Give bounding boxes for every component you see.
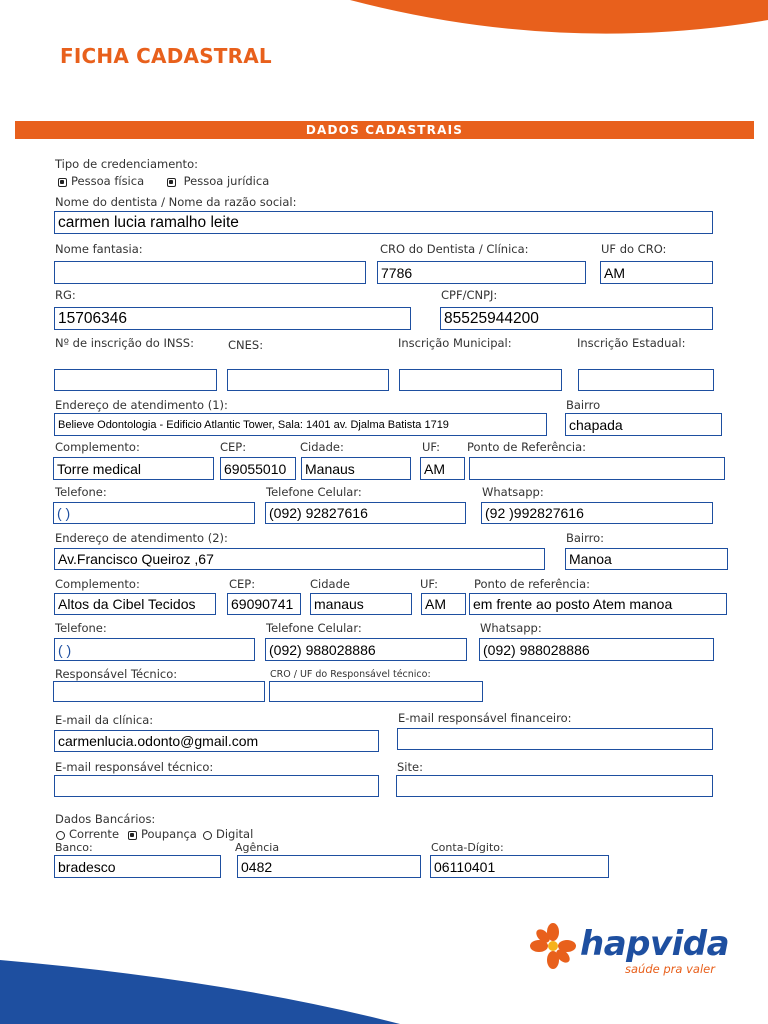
email-tecnico-field[interactable] (54, 775, 379, 797)
cro-resp-label: CRO / UF do Responsável técnico: (270, 669, 431, 680)
radio-checked-icon[interactable] (58, 178, 67, 187)
whatsapp2-field[interactable] (479, 638, 714, 661)
bairro1-label: Bairro (566, 398, 601, 412)
nome-fantasia-field[interactable] (54, 261, 366, 284)
complemento2-label: Complemento: (55, 577, 140, 591)
insc-estadual-label: Inscrição Estadual: (577, 336, 686, 350)
complemento1-label: Complemento: (55, 440, 140, 454)
site-field[interactable] (396, 775, 713, 797)
bairro2-field[interactable]: Manoa (565, 548, 728, 570)
whatsapp2-ddd: (092) (483, 641, 516, 658)
nome-dentista-label: Nome do dentista / Nome da razão social: (55, 195, 297, 209)
telefone2-label: Telefone: (55, 621, 107, 635)
option-conta-poupanca[interactable] (128, 827, 197, 841)
conta-field[interactable]: 06110401 (430, 855, 609, 878)
inss-label: Nº de inscrição do INSS: (55, 336, 194, 350)
telefone1-ddd: ( ) (57, 505, 71, 521)
uf-cro-label: UF do CRO: (601, 242, 667, 256)
option-pessoa-juridica-label: Pessoa jurídica (183, 174, 270, 188)
telefone1-label: Telefone: (55, 485, 107, 499)
whatsapp2-label: Whatsapp: (480, 621, 542, 635)
bairro2-label: Bairro: (566, 531, 605, 545)
option-conta-digital[interactable] (203, 827, 253, 841)
celular1-ddd: (092) (269, 505, 302, 521)
hapvida-logo-tagline: saúde pra valer (625, 962, 715, 976)
hapvida-logo-wordmark: hapvida (580, 924, 730, 964)
rg-label: RG: (55, 288, 76, 302)
celular1-field[interactable] (265, 502, 466, 524)
option-conta-corrente[interactable] (56, 827, 119, 841)
celular2-ddd: (092) (269, 641, 302, 658)
inss-field[interactable] (54, 369, 217, 391)
email-tecnico-label: E-mail responsável técnico: (55, 760, 214, 774)
whatsapp1-field[interactable] (481, 502, 713, 524)
cep1-field[interactable]: 69055010 (220, 457, 296, 480)
agencia-field[interactable]: 0482 (237, 855, 421, 878)
ponto1-label: Ponto de Referência: (467, 440, 587, 454)
banco-label: Banco: (55, 841, 93, 854)
uf1-label: UF: (422, 440, 441, 454)
email-clinica-label: E-mail da clínica: (55, 713, 154, 727)
radio-unchecked-icon[interactable] (56, 831, 65, 840)
page-title: FICHA CADASTRAL (60, 44, 272, 68)
uf2-label: UF: (420, 577, 439, 591)
cidade1-label: Cidade: (300, 440, 344, 454)
agencia-label: Agência (235, 841, 280, 854)
credenciamento-label: Tipo de credenciamento: (55, 157, 198, 171)
radio-checked-icon[interactable] (167, 178, 176, 187)
complemento2-field[interactable]: Altos da Cibel Tecidos (54, 593, 216, 615)
celular2-label: Telefone Celular: (266, 621, 362, 635)
telefone1-field[interactable] (53, 502, 255, 524)
banco-field[interactable]: bradesco (54, 855, 221, 878)
cpf-field[interactable]: 85525944200 (440, 307, 713, 330)
uf2-field[interactable]: AM (421, 593, 466, 615)
conta-label: Conta-Dígito: (431, 841, 504, 854)
insc-municipal-label: Inscrição Municipal: (398, 336, 512, 350)
option-conta-poupanca-label: Poupança (141, 827, 197, 841)
celular1-number: 92827616 (305, 505, 368, 521)
email-clinica-field[interactable]: carmenlucia.odonto@gmail.com (54, 730, 379, 752)
celular2-number: 988028886 (305, 641, 376, 658)
option-conta-corrente-label: Corrente (69, 827, 120, 841)
option-conta-digital-label: Digital (216, 827, 254, 841)
cep2-label: CEP: (229, 577, 256, 591)
section-bar: DADOS CADASTRAIS (15, 121, 754, 139)
endereco2-label: Endereço de atendimento (2): (55, 531, 228, 545)
nome-dentista-field[interactable]: carmen lucia ramalho leite (54, 211, 713, 234)
resp-tecnico-field[interactable] (53, 681, 265, 702)
cro-field[interactable]: 7786 (377, 261, 586, 284)
cep2-field[interactable]: 69090741 (227, 593, 301, 615)
whatsapp1-label: Whatsapp: (482, 485, 544, 499)
cro-label: CRO do Dentista / Clínica: (380, 242, 529, 256)
insc-municipal-field[interactable] (399, 369, 562, 391)
radio-checked-icon[interactable] (128, 831, 137, 840)
radio-unchecked-icon[interactable] (203, 831, 212, 840)
rg-field[interactable]: 15706346 (54, 307, 411, 330)
top-orange-swoosh (0, 0, 768, 40)
option-pessoa-fisica[interactable] (58, 174, 144, 188)
ponto2-label: Ponto de referência: (474, 577, 591, 591)
email-financeiro-field[interactable] (397, 728, 713, 750)
endereco2-field[interactable]: Av.Francisco Queiroz ,67 (54, 548, 545, 570)
option-pessoa-juridica[interactable] (167, 174, 269, 188)
ponto1-field[interactable] (469, 457, 725, 480)
uf-cro-field[interactable]: AM (600, 261, 713, 284)
whatsapp2-number: 988028886 (519, 641, 590, 658)
cep1-label: CEP: (220, 440, 247, 454)
celular2-field[interactable] (265, 638, 467, 661)
nome-fantasia-label: Nome fantasia: (55, 242, 143, 256)
cidade1-field[interactable]: Manaus (301, 457, 411, 480)
cidade2-label: Cidade (310, 577, 350, 591)
ponto2-field[interactable]: em frente ao posto Atem manoa (469, 593, 727, 615)
resp-tecnico-label: Responsável Técnico: (55, 667, 178, 681)
celular1-label: Telefone Celular: (266, 485, 362, 499)
option-pessoa-fisica-label: Pessoa física (71, 174, 145, 188)
insc-estadual-field[interactable] (578, 369, 714, 391)
whatsapp1-ddd: (92 ) (485, 505, 514, 521)
uf1-field[interactable]: AM (420, 457, 465, 480)
telefone2-ddd: ( ) (58, 641, 72, 658)
whatsapp1-number: 992827616 (513, 505, 584, 521)
dados-bancarios-label: Dados Bancários: (55, 812, 156, 826)
cro-resp-field[interactable] (269, 681, 483, 702)
cpf-label: CPF/CNPJ: (441, 288, 498, 302)
bottom-blue-swoosh (0, 940, 420, 1024)
complemento1-field[interactable]: Torre medical (53, 457, 214, 480)
email-financeiro-label: E-mail responsável financeiro: (398, 711, 572, 725)
cnes-field[interactable] (227, 369, 389, 391)
endereco1-label: Endereço de atendimento (1): (55, 398, 228, 412)
site-label: Site: (397, 760, 423, 774)
telefone2-field[interactable] (54, 638, 255, 661)
bairro1-field[interactable]: chapada (565, 413, 722, 436)
cnes-label: CNES: (228, 338, 264, 352)
hapvida-flower-icon (529, 922, 577, 970)
cidade2-field[interactable]: manaus (310, 593, 412, 615)
endereco1-field[interactable]: Believe Odontologia - Edificio Atlantic Tower, Sala: 1401 av. Djalma Batista 1719 (54, 413, 547, 436)
